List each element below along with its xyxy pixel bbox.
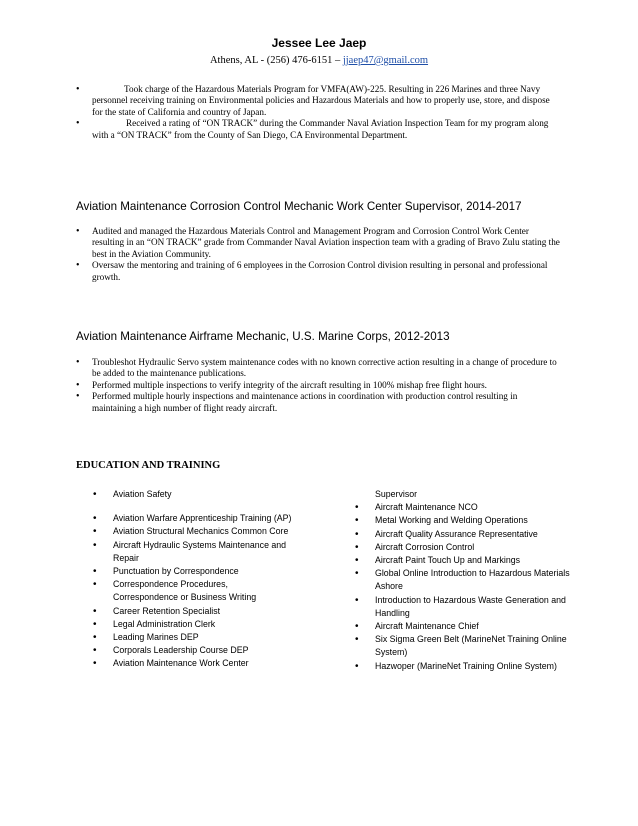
- bullet-icon: •: [355, 594, 359, 606]
- job-bullet-text: Audited and managed the Hazardous Materials Control and Management Program and Corrosion Control Work Center resulting in an “ON TRACK” grade from Commander Naval Aviation inspection team with a grading of Bravo Zulu stating the best in the Aviation Community.: [92, 226, 560, 259]
- list-item: [355, 554, 575, 567]
- education-item: Legal Administration Clerk: [113, 618, 216, 629]
- bullet-icon: •: [355, 660, 359, 672]
- list-item: [355, 660, 575, 673]
- list-item: [355, 567, 575, 593]
- education-item: Punctuation by Correspondence: [113, 566, 239, 577]
- list-item: [355, 620, 575, 633]
- education-item: Hazwoper (MarineNet Training Online System): [375, 660, 557, 671]
- list-item: [355, 501, 575, 514]
- list-item: [93, 657, 293, 670]
- bullet-icon: •: [76, 379, 80, 391]
- bullet-icon: •: [93, 539, 97, 551]
- bullet-icon: •: [76, 226, 80, 237]
- bullet-icon: •: [355, 568, 359, 580]
- education-list-left: [93, 488, 293, 671]
- education-item: Aircraft Paint Touch Up and Markings: [375, 555, 521, 566]
- education-item: Aviation Safety: [113, 489, 172, 499]
- list-item: [355, 514, 575, 527]
- list-item: [76, 391, 562, 414]
- bullet-icon: •: [76, 118, 80, 130]
- bullet-icon: •: [93, 658, 97, 670]
- bullet-icon: •: [76, 84, 80, 95]
- bullet-icon: •: [355, 528, 359, 540]
- bullet-icon: •: [76, 391, 80, 403]
- contact-details: Athens, AL - (256) 476-6151 –: [209, 55, 343, 66]
- bullet-icon: •: [93, 526, 97, 538]
- contact-line: [0, 55, 638, 66]
- list-item: [355, 633, 575, 659]
- list-item: [93, 565, 293, 578]
- list-item: [93, 539, 293, 565]
- list-item-continuation: [355, 488, 575, 501]
- education-item: Global Online Introduction to Hazardous Materials Ashore: [375, 568, 570, 592]
- intro-bullet-list: [76, 84, 562, 141]
- bullet-icon: •: [355, 555, 359, 567]
- intro-bullet-text: Received a rating of “ON TRACK” during the Commander Naval Aviation Inspection Team for my program along with a “ON TRACK” from the County of San Diego, CA Environmental Department.: [92, 118, 549, 140]
- bullet-icon: •: [355, 621, 359, 633]
- education-item: Aircraft Maintenance NCO: [375, 502, 478, 513]
- list-item: [93, 578, 293, 604]
- bullet-icon: •: [93, 513, 97, 525]
- bullet-icon: •: [93, 618, 97, 630]
- job-bullet-text: Oversaw the mentoring and training of 6 employees in the Corrosion Control division resulting in personal and professional growth.: [92, 260, 548, 282]
- bullet-icon: •: [93, 579, 97, 591]
- intro-bullet-text: Took charge of the Hazardous Materials Program for VMFA(AW)-225. Resulting in 226 Marines and three Navy personnel receiving training on Environmental policies and Hazardous Materials and how to properly use, store, and dispose for the state of California and country of Japan.: [92, 84, 550, 117]
- education-item: Aircraft Quality Assurance Representative: [375, 528, 538, 539]
- list-item: [355, 528, 575, 541]
- bullet-icon: •: [355, 541, 359, 553]
- education-item: Career Retention Specialist: [113, 605, 221, 616]
- education-item: Aviation Structural Mechanics Common Core: [113, 526, 289, 537]
- list-item: [93, 525, 293, 538]
- education-item: Aircraft Maintenance Chief: [375, 621, 479, 632]
- email-link[interactable]: jjaep47@gmail.com: [342, 55, 429, 66]
- list-item: [355, 594, 575, 620]
- job-bullet-text: Troubleshot Hydraulic Servo system maintenance codes with no known corrective action resulting in a change of procedure to be added to the maintenance publications.: [92, 357, 557, 379]
- job-title-airframe: Aviation Maintenance Airframe Mechanic, U.S. Marine Corps, 2012-2013: [76, 330, 450, 343]
- bullet-icon: •: [93, 605, 97, 617]
- list-item: [76, 118, 562, 141]
- bullet-icon: •: [93, 645, 97, 657]
- bullet-icon: •: [355, 502, 359, 514]
- bullet-icon: •: [76, 357, 80, 368]
- education-item: Metal Working and Welding Operations: [375, 515, 528, 526]
- bullet-icon: •: [355, 634, 359, 646]
- job-bullets-airframe: [76, 357, 562, 414]
- list-item: [93, 605, 293, 618]
- list-item: [93, 631, 293, 644]
- education-item: Correspondence Procedures, Correspondence or Business Writing: [113, 579, 257, 603]
- education-item: Corporals Leadership Course DEP: [113, 645, 249, 656]
- list-item: [76, 84, 562, 118]
- bullet-icon: •: [355, 515, 359, 527]
- bullet-icon: •: [76, 260, 80, 272]
- education-item: Aviation Warfare Apprenticeship Training (AP): [113, 513, 292, 524]
- list-item: [76, 226, 562, 260]
- job-bullet-text: Performed multiple inspections to verify integrity of the aircraft resulting in 100% mishap free flight hours.: [92, 379, 487, 390]
- job-bullet-text: Performed multiple hourly inspections and maintenance actions in coordination with production control resulting in maintaining a high number of flight ready aircraft.: [92, 391, 518, 413]
- education-list-right: [355, 488, 575, 673]
- education-item: Supervisor: [375, 489, 418, 499]
- education-item: Aircraft Hydraulic Systems Maintenance and Repair: [113, 539, 287, 563]
- bullet-icon: •: [93, 632, 97, 644]
- job-bullets-corrosion: [76, 226, 562, 283]
- list-item: [93, 618, 293, 631]
- education-item: Aircraft Corrosion Control: [375, 541, 475, 552]
- list-item: [93, 512, 293, 525]
- education-item: Leading Marines DEP: [113, 632, 199, 643]
- bullet-icon: •: [93, 566, 97, 578]
- list-item: [93, 488, 293, 501]
- education-item: Six Sigma Green Belt (MarineNet Training Online System): [375, 634, 567, 658]
- education-item: Aviation Maintenance Work Center: [113, 658, 249, 669]
- list-item: [76, 357, 562, 380]
- education-item: Introduction to Hazardous Waste Generation and Handling: [375, 594, 566, 618]
- bullet-icon: •: [93, 489, 97, 500]
- job-title-corrosion: Aviation Maintenance Corrosion Control Mechanic Work Center Supervisor, 2014-2017: [76, 200, 522, 213]
- list-item: [355, 541, 575, 554]
- list-item: [76, 260, 562, 283]
- candidate-name: Jessee Lee Jaep: [271, 36, 367, 50]
- education-heading: EDUCATION AND TRAINING: [76, 460, 221, 471]
- list-item: [93, 644, 293, 657]
- list-item: [76, 380, 562, 391]
